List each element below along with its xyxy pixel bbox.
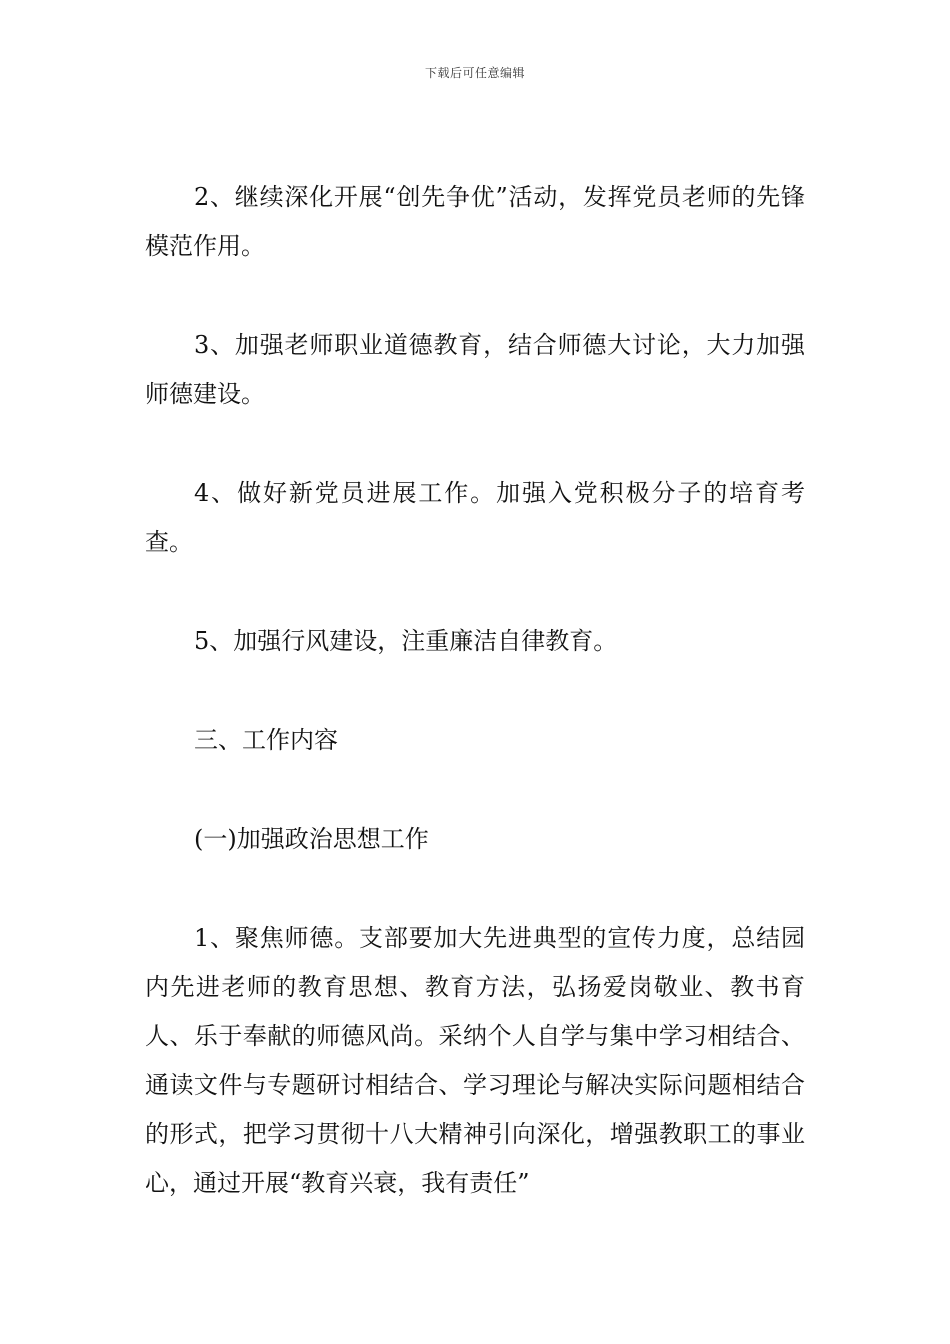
document-body bbox=[145, 173, 805, 1208]
paragraph-item-3: 3、加强老师职业道德教育，结合师德大讨论，大力加强师德建设。 bbox=[145, 331, 805, 408]
paragraph-item-5: 5、加强行风建设，注重廉洁自律教育。 bbox=[194, 627, 618, 655]
paragraph-item-1-detail: 1、聚焦师德。支部要加大先进典型的宣传力度，总结园内先进老师的教育思想、教育方法，弘扬爱岗敬业、教书育人、乐于奉献的师德风尚。采纳个人自学与集中学习相结合、通读文件与专题研讨相结合、学习理论与解决实际问题相结合的形式，把学习贯彻十八大精神引向深化，增强教职工的事业心，通过开展“教育兴衰，我有责任” bbox=[145, 924, 805, 1197]
header-note: 下载后可任意编辑 bbox=[424, 66, 525, 80]
section-heading: 三、工作内容 bbox=[194, 726, 338, 754]
paragraph-item-4: 4、做好新党员进展工作。加强入党积极分子的培育考查。 bbox=[145, 479, 805, 556]
paragraph-item-2: 2、继续深化开展“创先争优”活动，发挥党员老师的先锋模范作用。 bbox=[145, 183, 805, 260]
subsection-heading: (一)加强政治思想工作 bbox=[194, 825, 429, 853]
